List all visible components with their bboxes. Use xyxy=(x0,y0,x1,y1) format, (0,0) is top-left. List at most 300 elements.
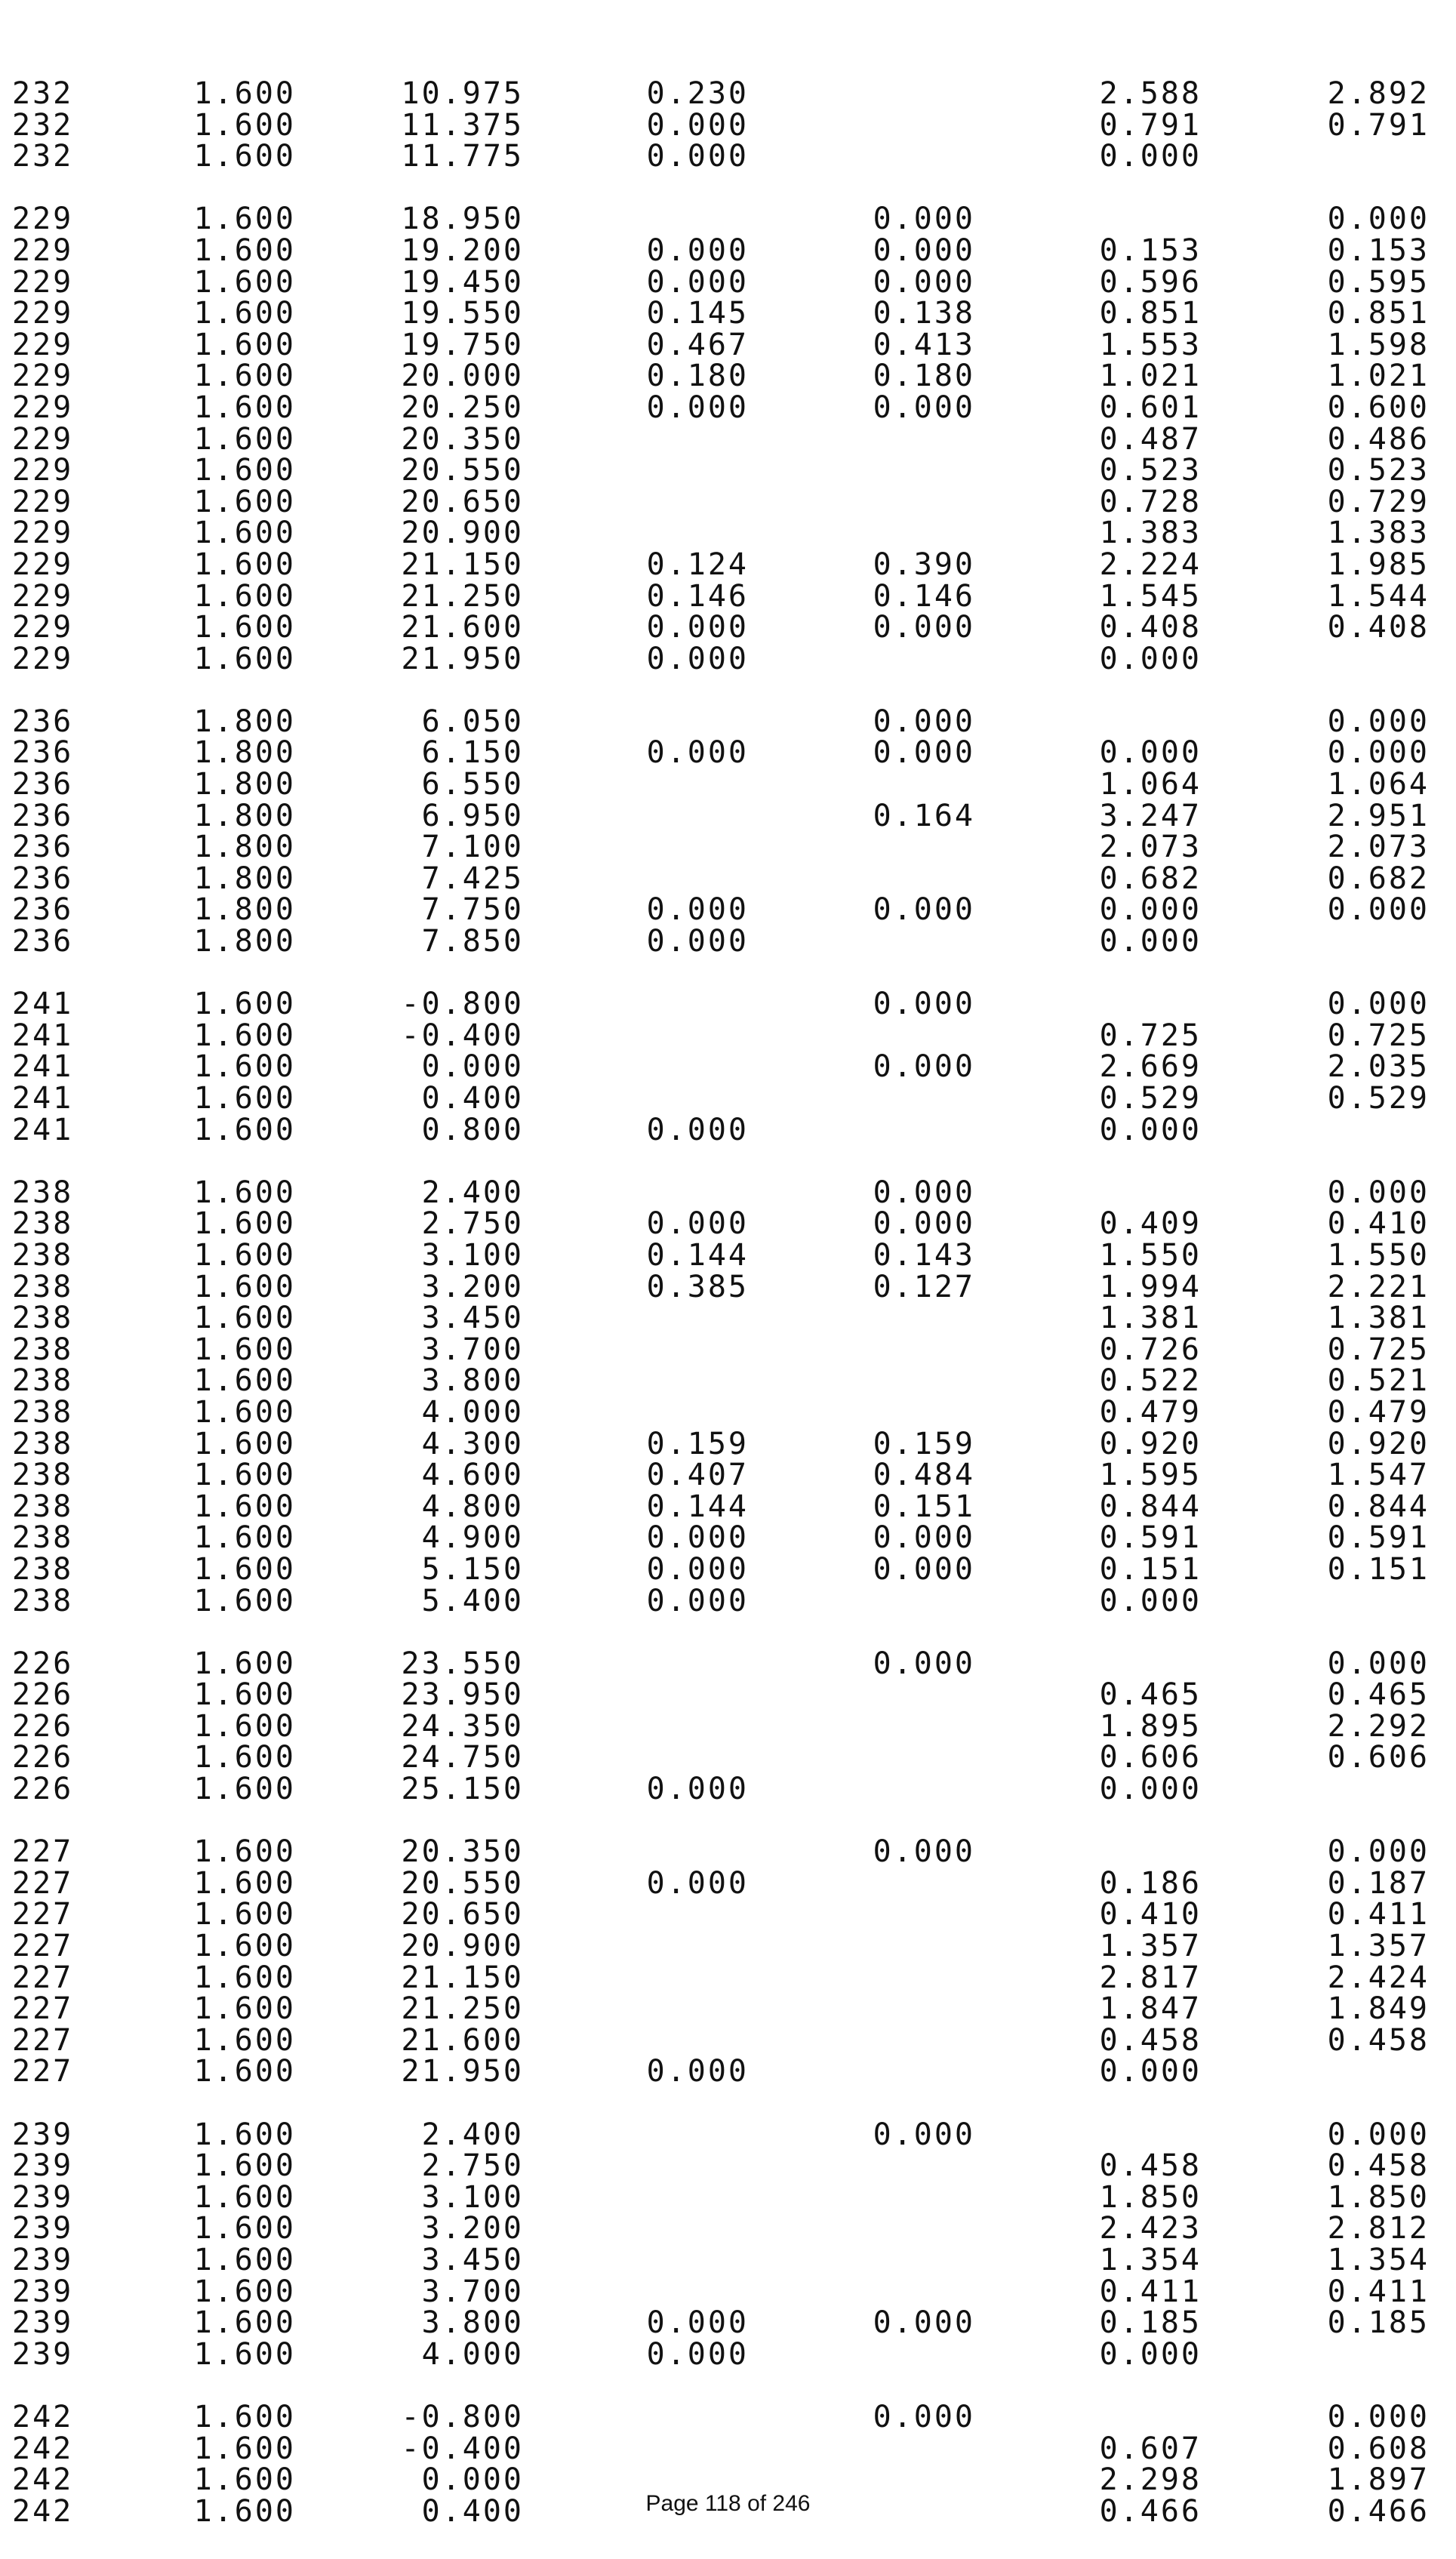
table-cell-col2: 4.000 xyxy=(421,1394,524,1430)
table-row xyxy=(0,892,1456,928)
table-cell-col5: 0.411 xyxy=(1099,2274,1202,2309)
table-cell-col0: 239 xyxy=(12,2211,74,2246)
table-row xyxy=(0,1865,1456,1901)
table-cell-col1: 1.600 xyxy=(193,2117,296,2152)
table-cell-col2: 24.350 xyxy=(401,1708,524,1744)
table-cell-col1: 1.600 xyxy=(193,232,296,268)
table-cell-col0: 241 xyxy=(12,1018,74,1053)
table-cell-col4: 0.000 xyxy=(873,1049,975,1085)
table-cell-col4: 0.000 xyxy=(873,735,975,771)
table-row xyxy=(0,1175,1456,1210)
table-cell-col5: 0.607 xyxy=(1099,2431,1202,2466)
table-row xyxy=(0,390,1456,425)
table-cell-col2: 0.000 xyxy=(421,1049,524,1085)
table-cell-col6: 2.812 xyxy=(1327,2211,1430,2246)
table-cell-col1: 1.600 xyxy=(193,2054,296,2089)
table-cell-col0: 229 xyxy=(12,641,74,676)
table-cell-col6: 0.000 xyxy=(1327,1175,1430,1210)
table-cell-col5: 0.465 xyxy=(1099,1677,1202,1713)
table-cell-col1: 1.600 xyxy=(193,327,296,362)
table-cell-col2: 20.550 xyxy=(401,453,524,488)
table-cell-col4: 0.000 xyxy=(873,1834,975,1870)
table-cell-col1: 1.600 xyxy=(193,1206,296,1242)
table-cell-col5: 0.479 xyxy=(1099,1394,1202,1430)
table-cell-col0: 229 xyxy=(12,359,74,394)
table-cell-col5: 0.601 xyxy=(1099,390,1202,425)
table-row xyxy=(0,547,1456,582)
table-cell-col1: 1.600 xyxy=(193,1865,296,1901)
table-cell-col6: 1.021 xyxy=(1327,359,1430,394)
table-cell-col2: 4.900 xyxy=(421,1520,524,1556)
table-row xyxy=(0,2213,1456,2245)
table-cell-col6: 0.606 xyxy=(1327,1740,1430,1775)
table-cell-col1: 1.600 xyxy=(193,1960,296,1995)
table-cell-col2: 6.050 xyxy=(421,704,524,739)
table-cell-col2: 3.100 xyxy=(421,2179,524,2215)
table-cell-col2: 3.700 xyxy=(421,1332,524,1367)
table-row xyxy=(0,1303,1456,1335)
table-cell-col2: 3.450 xyxy=(421,2242,524,2277)
table-cell-col0: 229 xyxy=(12,202,74,237)
table-cell-col5: 0.606 xyxy=(1099,1740,1202,1775)
table-row xyxy=(0,2056,1456,2088)
table-cell-col2: 20.350 xyxy=(401,421,524,457)
table-cell-col5: 0.153 xyxy=(1099,232,1202,268)
table-cell-col1: 1.600 xyxy=(193,359,296,394)
table-cell-col6: 0.000 xyxy=(1327,2399,1430,2434)
table-cell-col2: 5.400 xyxy=(421,1583,524,1618)
table-cell-col6: 1.383 xyxy=(1327,516,1430,551)
table-cell-col1: 1.800 xyxy=(193,704,296,739)
row-group xyxy=(0,704,1456,959)
table-cell-col2: -0.400 xyxy=(401,1018,524,1053)
table-cell-col2: 18.950 xyxy=(401,202,524,237)
table-row xyxy=(0,1112,1456,1147)
table-cell-col6: 0.523 xyxy=(1327,453,1430,488)
table-cell-col4: 0.000 xyxy=(873,390,975,425)
table-row xyxy=(0,1931,1456,1963)
table-cell-col5: 0.408 xyxy=(1099,610,1202,645)
table-cell-col0: 238 xyxy=(12,1551,74,1587)
table-cell-col6: 2.951 xyxy=(1327,798,1430,833)
table-cell-col1: 1.600 xyxy=(193,2211,296,2246)
table-cell-col6: 0.844 xyxy=(1327,1489,1430,1524)
table-cell-col6: 0.591 xyxy=(1327,1520,1430,1556)
table-row xyxy=(0,455,1456,487)
table-cell-col0: 236 xyxy=(12,704,74,739)
table-cell-col3: 0.000 xyxy=(646,610,749,645)
table-cell-col1: 1.600 xyxy=(193,1175,296,1210)
table-cell-col5: 0.522 xyxy=(1099,1363,1202,1399)
table-cell-col5: 1.595 xyxy=(1099,1458,1202,1493)
table-cell-col0: 241 xyxy=(12,1049,74,1085)
table-row xyxy=(0,1018,1456,1053)
table-cell-col2: 20.250 xyxy=(401,390,524,425)
table-cell-col4: 0.159 xyxy=(873,1426,975,1461)
table-cell-col6: 1.354 xyxy=(1327,2242,1430,2277)
table-cell-col1: 1.600 xyxy=(193,484,296,519)
table-cell-col1: 1.600 xyxy=(193,578,296,614)
table-cell-col2: 21.150 xyxy=(401,1960,524,1995)
table-cell-col2: 21.600 xyxy=(401,2022,524,2058)
table-cell-col1: 1.600 xyxy=(193,1049,296,1085)
table-cell-col5: 0.466 xyxy=(1099,2493,1202,2529)
table-cell-col2: 7.850 xyxy=(421,924,524,959)
table-cell-col1: 1.600 xyxy=(193,1897,296,1932)
table-cell-col2: 2.400 xyxy=(421,1175,524,1210)
table-row xyxy=(0,232,1456,268)
table-cell-col4: 0.143 xyxy=(873,1237,975,1273)
table-cell-col2: 4.600 xyxy=(421,1458,524,1493)
table-cell-col4: 0.000 xyxy=(873,1520,975,1556)
table-cell-col2: 20.900 xyxy=(401,1929,524,1964)
table-cell-col2: 3.200 xyxy=(421,1269,524,1304)
table-row xyxy=(0,1708,1456,1744)
table-cell-col2: 20.650 xyxy=(401,1897,524,1932)
table-cell-col5: 1.354 xyxy=(1099,2242,1202,2277)
table-cell-col0: 227 xyxy=(12,2054,74,2089)
table-cell-col1: 1.600 xyxy=(193,1929,296,1964)
table-row xyxy=(0,1237,1456,1273)
table-cell-col5: 1.847 xyxy=(1099,1991,1202,2027)
table-cell-col0: 236 xyxy=(12,735,74,771)
table-cell-col2: 20.650 xyxy=(401,484,524,519)
table-cell-col2: 6.950 xyxy=(421,798,524,833)
table-row xyxy=(0,1742,1456,1774)
table-row xyxy=(0,1269,1456,1304)
table-row xyxy=(0,204,1456,236)
table-cell-col1: 1.600 xyxy=(193,1772,296,1807)
table-cell-col0: 229 xyxy=(12,232,74,268)
table-cell-col4: 0.000 xyxy=(873,1175,975,1210)
table-cell-col5: 1.545 xyxy=(1099,578,1202,614)
table-cell-col3: 0.000 xyxy=(646,924,749,959)
table-cell-col3: 0.000 xyxy=(646,641,749,676)
table-cell-col4: 0.000 xyxy=(873,2117,975,2152)
table-cell-col0: 229 xyxy=(12,578,74,614)
table-cell-col2: -0.400 xyxy=(401,2431,524,2466)
table-cell-col0: 238 xyxy=(12,1301,74,1336)
table-row xyxy=(0,2022,1456,2058)
table-row xyxy=(0,1991,1456,2027)
table-row xyxy=(0,1960,1456,1995)
table-cell-col6: 2.221 xyxy=(1327,1269,1430,1304)
table-cell-col0: 238 xyxy=(12,1394,74,1430)
table-row xyxy=(0,2336,1456,2372)
table-cell-col5: 0.409 xyxy=(1099,1206,1202,1242)
table-cell-col0: 232 xyxy=(12,107,74,143)
table-cell-col3: 0.000 xyxy=(646,892,749,928)
table-cell-col2: 21.150 xyxy=(401,547,524,582)
table-cell-col0: 242 xyxy=(12,2462,74,2498)
table-row xyxy=(0,298,1456,330)
table-cell-col5: 1.357 xyxy=(1099,1929,1202,1964)
table-cell-col6: 0.791 xyxy=(1327,107,1430,143)
table-cell-col0: 229 xyxy=(12,421,74,457)
table-cell-col3: 0.000 xyxy=(646,735,749,771)
table-cell-col1: 1.600 xyxy=(193,421,296,457)
table-row xyxy=(0,578,1456,614)
table-cell-col2: 19.200 xyxy=(401,232,524,268)
table-cell-col0: 232 xyxy=(12,76,74,111)
table-cell-col4: 0.000 xyxy=(873,1646,975,1681)
table-cell-col1: 1.600 xyxy=(193,2399,296,2434)
table-cell-col2: 3.200 xyxy=(421,2211,524,2246)
table-cell-col1: 1.600 xyxy=(193,453,296,488)
table-cell-col4: 0.390 xyxy=(873,547,975,582)
table-cell-col1: 1.600 xyxy=(193,1834,296,1870)
table-cell-col0: 227 xyxy=(12,1991,74,2027)
table-row xyxy=(0,1083,1456,1115)
table-cell-col2: 7.425 xyxy=(421,861,524,896)
table-cell-col5: 1.383 xyxy=(1099,516,1202,551)
table-cell-col3: 0.000 xyxy=(646,1865,749,1901)
table-cell-col5: 2.423 xyxy=(1099,2211,1202,2246)
row-group xyxy=(0,204,1456,675)
table-cell-col1: 1.600 xyxy=(193,1551,296,1587)
table-cell-col5: 0.591 xyxy=(1099,1520,1202,1556)
table-cell-col6: 0.521 xyxy=(1327,1363,1430,1399)
table-cell-col0: 238 xyxy=(12,1332,74,1367)
table-cell-col2: 23.550 xyxy=(401,1646,524,1681)
table-cell-col1: 1.600 xyxy=(193,139,296,174)
table-row xyxy=(0,861,1456,896)
table-cell-col6: 0.000 xyxy=(1327,987,1430,1022)
table-cell-col2: 20.900 xyxy=(401,516,524,551)
table-cell-col1: 1.600 xyxy=(193,2431,296,2466)
table-cell-col1: 1.600 xyxy=(193,2336,296,2372)
table-cell-col0: 229 xyxy=(12,484,74,519)
table-cell-col6: 0.000 xyxy=(1327,892,1430,928)
table-row xyxy=(0,1677,1456,1713)
table-cell-col5: 1.021 xyxy=(1099,359,1202,394)
table-cell-col6: 0.000 xyxy=(1327,735,1430,771)
table-row xyxy=(0,926,1456,958)
table-cell-col2: 21.250 xyxy=(401,1991,524,2027)
table-cell-col1: 1.600 xyxy=(193,1708,296,1744)
table-cell-col2: 3.800 xyxy=(421,1363,524,1399)
table-cell-col2: 3.800 xyxy=(421,2305,524,2341)
table-cell-col3: 0.000 xyxy=(646,2054,749,2089)
table-cell-col2: 4.800 xyxy=(421,1489,524,1524)
table-cell-col4: 0.180 xyxy=(873,359,975,394)
table-row xyxy=(0,1834,1456,1870)
table-cell-col3: 0.180 xyxy=(646,359,749,394)
table-cell-col1: 1.600 xyxy=(193,1991,296,2027)
table-cell-col6: 0.185 xyxy=(1327,2305,1430,2341)
table-cell-col6: 0.595 xyxy=(1327,264,1430,300)
table-cell-col1: 1.800 xyxy=(193,924,296,959)
table-cell-col5: 0.186 xyxy=(1099,1865,1202,1901)
table-cell-col3: 0.000 xyxy=(646,390,749,425)
table-row xyxy=(0,612,1456,644)
table-cell-col1: 1.600 xyxy=(193,1237,296,1273)
table-cell-col0: 229 xyxy=(12,296,74,331)
table-cell-col0: 236 xyxy=(12,924,74,959)
table-cell-col4: 0.000 xyxy=(873,1206,975,1242)
table-row xyxy=(0,421,1456,457)
table-cell-col0: 226 xyxy=(12,1677,74,1713)
table-row xyxy=(0,1363,1456,1399)
table-cell-col5: 1.381 xyxy=(1099,1301,1202,1336)
table-cell-col3: 0.000 xyxy=(646,107,749,143)
table-cell-col2: 2.400 xyxy=(421,2117,524,2152)
table-cell-col0: 241 xyxy=(12,987,74,1022)
table-cell-col1: 1.600 xyxy=(193,1489,296,1524)
table-cell-col5: 0.596 xyxy=(1099,264,1202,300)
table-cell-col2: 2.750 xyxy=(421,2148,524,2184)
table-cell-col6: 1.544 xyxy=(1327,578,1430,614)
table-cell-col2: 11.375 xyxy=(401,107,524,143)
table-row xyxy=(0,641,1456,676)
table-cell-col2: 19.450 xyxy=(401,264,524,300)
table-cell-col2: 11.775 xyxy=(401,139,524,174)
table-cell-col5: 1.895 xyxy=(1099,1708,1202,1744)
table-cell-col0: 241 xyxy=(12,1112,74,1147)
row-group xyxy=(0,989,1456,1146)
table-cell-col1: 1.600 xyxy=(193,1269,296,1304)
table-cell-col6: 2.892 xyxy=(1327,76,1430,111)
table-cell-col5: 0.523 xyxy=(1099,453,1202,488)
table-cell-col5: 0.000 xyxy=(1099,1583,1202,1618)
table-cell-col5: 0.000 xyxy=(1099,2054,1202,2089)
table-cell-col1: 1.800 xyxy=(193,892,296,928)
table-cell-col5: 0.000 xyxy=(1099,892,1202,928)
table-row xyxy=(0,1520,1456,1556)
table-row xyxy=(0,76,1456,111)
table-cell-col1: 1.600 xyxy=(193,107,296,143)
table-cell-col5: 0.851 xyxy=(1099,296,1202,331)
table-cell-col2: 0.000 xyxy=(421,2462,524,2498)
table-cell-col6: 0.729 xyxy=(1327,484,1430,519)
table-cell-col0: 238 xyxy=(12,1237,74,1273)
table-row xyxy=(0,1899,1456,1931)
table-row xyxy=(0,2305,1456,2341)
table-cell-col1: 1.600 xyxy=(193,1677,296,1713)
table-cell-col3: 0.385 xyxy=(646,1269,749,1304)
table-cell-col0: 241 xyxy=(12,1081,74,1116)
table-cell-col3: 0.000 xyxy=(646,1206,749,1242)
table-cell-col2: 20.350 xyxy=(401,1834,524,1870)
table-cell-col2: 21.600 xyxy=(401,610,524,645)
table-cell-col5: 0.458 xyxy=(1099,2022,1202,2058)
table-cell-col6: 1.381 xyxy=(1327,1301,1430,1336)
table-cell-col6: 0.920 xyxy=(1327,1426,1430,1461)
table-row xyxy=(0,361,1456,393)
table-cell-col3: 0.000 xyxy=(646,1583,749,1618)
table-cell-col6: 0.466 xyxy=(1327,2493,1430,2529)
table-row xyxy=(0,327,1456,362)
table-cell-col4: 0.000 xyxy=(873,264,975,300)
table-cell-col1: 1.600 xyxy=(193,1363,296,1399)
table-cell-col0: 239 xyxy=(12,2179,74,2215)
table-cell-col1: 1.600 xyxy=(193,1583,296,1618)
table-cell-col1: 1.600 xyxy=(193,2305,296,2341)
table-row xyxy=(0,1426,1456,1461)
row-group xyxy=(0,1834,1456,2089)
table-cell-col1: 1.600 xyxy=(193,2022,296,2058)
table-row xyxy=(0,769,1456,801)
table-cell-col1: 1.600 xyxy=(193,1520,296,1556)
table-cell-col6: 0.187 xyxy=(1327,1865,1430,1901)
table-row xyxy=(0,2274,1456,2309)
table-cell-col2: 2.750 xyxy=(421,1206,524,1242)
table-cell-col0: 227 xyxy=(12,1897,74,1932)
table-cell-col6: 0.151 xyxy=(1327,1551,1430,1587)
table-cell-col1: 1.600 xyxy=(193,516,296,551)
table-cell-col1: 1.600 xyxy=(193,2179,296,2215)
table-cell-col1: 1.800 xyxy=(193,767,296,802)
table-cell-col4: 0.000 xyxy=(873,704,975,739)
table-cell-col4: 0.000 xyxy=(873,610,975,645)
table-cell-col6: 1.849 xyxy=(1327,1991,1430,2027)
table-cell-col5: 0.000 xyxy=(1099,139,1202,174)
table-cell-col0: 239 xyxy=(12,2274,74,2309)
table-cell-col6: 0.529 xyxy=(1327,1081,1430,1116)
table-row xyxy=(0,484,1456,519)
table-cell-col1: 1.600 xyxy=(193,2242,296,2277)
table-cell-col5: 2.224 xyxy=(1099,547,1202,582)
table-row xyxy=(0,1583,1456,1618)
table-cell-col2: 3.450 xyxy=(421,1301,524,1336)
table-cell-col5: 0.529 xyxy=(1099,1081,1202,1116)
table-row xyxy=(0,1551,1456,1587)
table-cell-col5: 0.682 xyxy=(1099,861,1202,896)
table-row xyxy=(0,107,1456,143)
table-cell-col2: 6.150 xyxy=(421,735,524,771)
table-cell-col6: 0.153 xyxy=(1327,232,1430,268)
table-cell-col0: 227 xyxy=(12,1834,74,1870)
table-cell-col0: 236 xyxy=(12,861,74,896)
table-cell-col0: 238 xyxy=(12,1269,74,1304)
table-cell-col5: 0.000 xyxy=(1099,1112,1202,1147)
table-cell-col6: 2.073 xyxy=(1327,830,1430,865)
table-cell-col1: 1.800 xyxy=(193,830,296,865)
table-cell-col1: 1.600 xyxy=(193,1018,296,1053)
table-cell-col1: 1.600 xyxy=(193,1394,296,1430)
table-cell-col0: 229 xyxy=(12,327,74,362)
table-cell-col4: 0.000 xyxy=(873,232,975,268)
table-cell-col0: 232 xyxy=(12,139,74,174)
table-cell-col0: 239 xyxy=(12,2117,74,2152)
table-cell-col1: 1.600 xyxy=(193,2148,296,2184)
table-cell-col5: 0.151 xyxy=(1099,1551,1202,1587)
table-cell-col1: 1.600 xyxy=(193,1301,296,1336)
table-cell-col4: 0.151 xyxy=(873,1489,975,1524)
table-cell-col1: 1.600 xyxy=(193,1081,296,1116)
table-cell-col2: 24.750 xyxy=(401,1740,524,1775)
table-cell-col2: 21.950 xyxy=(401,2054,524,2089)
table-row xyxy=(0,2117,1456,2152)
table-cell-col1: 1.600 xyxy=(193,2493,296,2529)
table-cell-col6: 2.424 xyxy=(1327,1960,1430,1995)
table-cell-col5: 2.669 xyxy=(1099,1049,1202,1085)
table-cell-col1: 1.600 xyxy=(193,987,296,1022)
table-cell-col6: 0.851 xyxy=(1327,296,1430,331)
table-cell-col2: 21.950 xyxy=(401,641,524,676)
table-cell-col2: 19.550 xyxy=(401,296,524,331)
table-cell-col2: 6.550 xyxy=(421,767,524,802)
table-cell-col2: 25.150 xyxy=(401,1772,524,1807)
table-cell-col2: 4.300 xyxy=(421,1426,524,1461)
table-cell-col0: 227 xyxy=(12,1960,74,1995)
table-row xyxy=(0,1332,1456,1367)
table-cell-col3: 0.467 xyxy=(646,327,749,362)
table-cell-col6: 0.725 xyxy=(1327,1332,1430,1367)
table-cell-col5: 2.073 xyxy=(1099,830,1202,865)
table-row xyxy=(0,1206,1456,1242)
table-cell-col5: 0.185 xyxy=(1099,2305,1202,2341)
